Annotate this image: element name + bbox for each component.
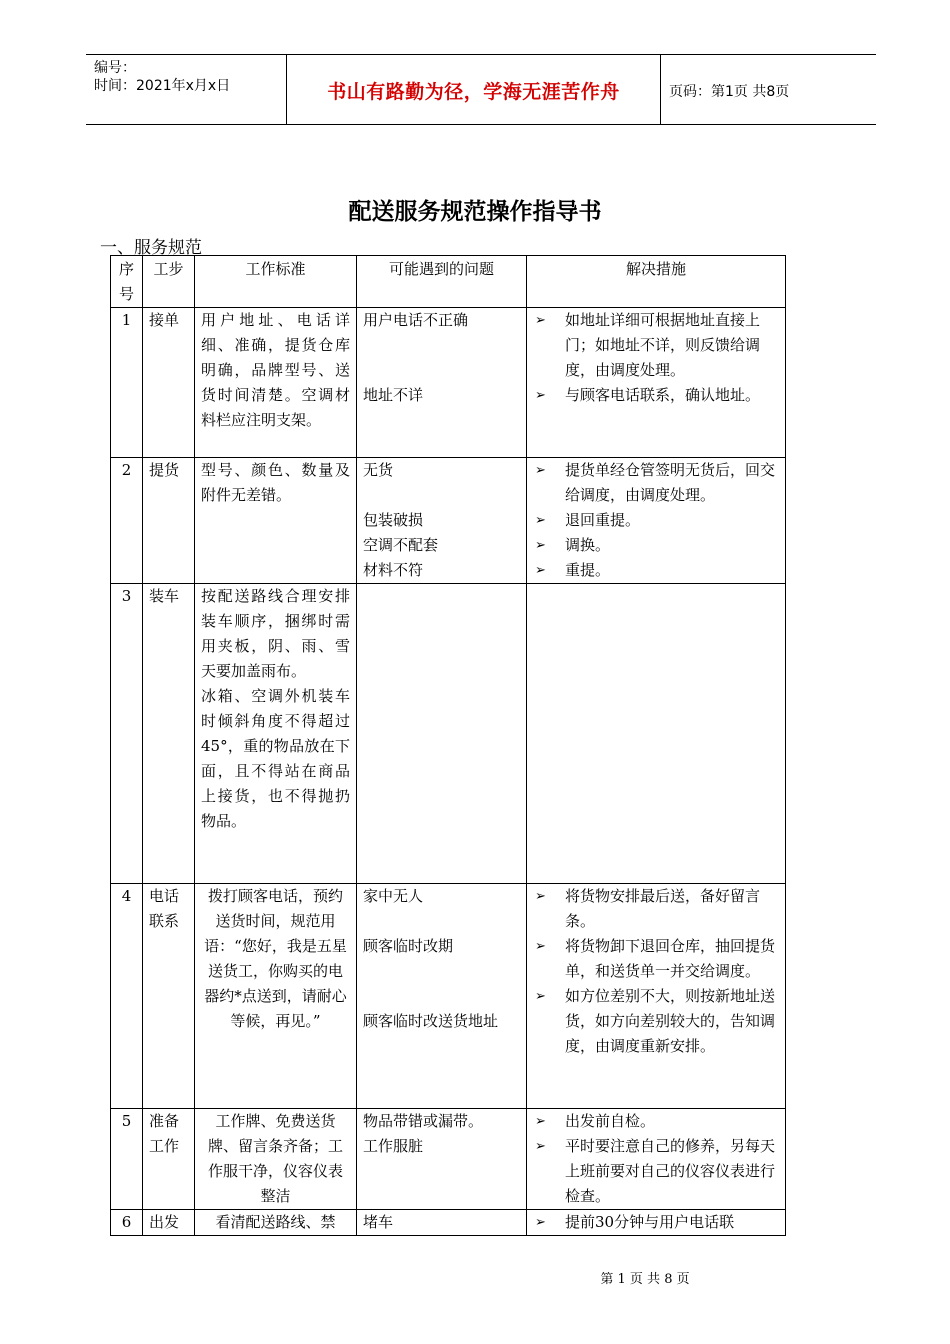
table-row — [111, 458, 786, 584]
header-meta — [94, 59, 230, 95]
row-standard — [195, 584, 357, 884]
measure-item: ➢ 出发前自检。 — [533, 1109, 779, 1134]
table-row — [111, 308, 786, 458]
measure-item: ➢ 与顾客电话联系，确认地址。 — [533, 383, 779, 408]
row-measures — [527, 458, 786, 584]
problem-item: 无货 — [363, 461, 394, 479]
measure-item: ➢ 将货物安排最后送，备好留言条。 — [533, 884, 779, 934]
row-step: 电话联系 — [143, 884, 195, 1109]
measure-item: ➢ 平时要注意自己的修养，另每天上班前要对自己的仪容仪表进行检查。 — [533, 1134, 779, 1209]
row-no: 2 — [111, 458, 143, 584]
row-problems — [357, 308, 527, 458]
col-header-problems: 可能遇到的问题 — [357, 256, 527, 308]
problem-item: 顾客临时改期 — [363, 937, 454, 955]
measure-item: ➢ 退回重提。 — [533, 508, 779, 533]
row-no: 4 — [111, 884, 143, 1109]
row-measures — [527, 308, 786, 458]
arrow-bullet-icon: ➢ — [535, 563, 546, 578]
problem-item: 物品带错或漏带。 — [363, 1112, 484, 1130]
header-motto: 书山有路勤为径，学海无涯苦作舟 — [327, 81, 620, 103]
header-page-info: 页码：第1页 共8页 — [669, 84, 790, 100]
row-standard: 型号、颜色、数量及附件无差错。 — [195, 458, 357, 584]
page-header — [86, 54, 876, 125]
row-step: 准备工作 — [143, 1109, 195, 1210]
problem-item: 地址不详 — [363, 386, 424, 404]
row-no: 3 — [111, 584, 143, 884]
col-header-step: 工步 — [143, 256, 195, 308]
col-header-measures: 解决措施 — [527, 256, 786, 308]
row-step: 接单 — [143, 308, 195, 458]
arrow-bullet-icon: ➢ — [535, 939, 546, 954]
col-header-standard: 工作标准 — [195, 256, 357, 308]
service-spec-table — [110, 255, 786, 1236]
problem-item: 家中无人 — [363, 887, 424, 905]
document-number-label: 编号： — [94, 60, 136, 76]
arrow-bullet-icon: ➢ — [535, 1139, 546, 1154]
row-standard: 工作牌、免费送货牌、留言条齐备；工作服干净，仪容仪表整洁 — [195, 1109, 357, 1210]
row-step: 提货 — [143, 458, 195, 584]
row-step: 装车 — [143, 584, 195, 884]
measure-item: ➢ 将货物卸下退回仓库，抽回提货单，和送货单一并交给调度。 — [533, 934, 779, 984]
arrow-bullet-icon: ➢ — [535, 889, 546, 904]
document-time-label: 时间：2021年x月x日 — [94, 78, 231, 94]
arrow-bullet-icon: ➢ — [535, 388, 546, 403]
col-header-no: 序号 — [111, 256, 143, 308]
problem-item: 工作服脏 — [363, 1137, 424, 1155]
measure-item: ➢ 如地址详细可根据地址直接上门；如地址不详，则反馈给调度，由调度处理。 — [533, 308, 779, 383]
row-problems — [357, 458, 527, 584]
measure-item: ➢ 提前30分钟与用户电话联 — [533, 1210, 779, 1235]
problem-item: 空调不配套 — [363, 536, 439, 554]
row-no: 5 — [111, 1109, 143, 1210]
row-no: 1 — [111, 308, 143, 458]
arrow-bullet-icon: ➢ — [535, 1215, 546, 1230]
row-measures — [527, 884, 786, 1109]
row-standard: 看清配送路线、禁 — [195, 1210, 357, 1236]
standard-paragraph: 按配送路线合理安排装车顺序，捆绑时需用夹板，阴、雨、雪天要加盖雨布。 — [201, 587, 350, 680]
row-standard: 用户地址、电话详细、准确，提货仓库明确，品牌型号、送货时间清楚。空调材料栏应注明支架。 — [195, 308, 357, 458]
row-problems — [357, 1109, 527, 1210]
measure-item: ➢ 重提。 — [533, 558, 779, 583]
problem-item: 顾客临时改送货地址 — [363, 1012, 499, 1030]
measure-item: ➢ 调换。 — [533, 533, 779, 558]
arrow-bullet-icon: ➢ — [535, 313, 546, 328]
problem-item: 包装破损 — [363, 511, 424, 529]
arrow-bullet-icon: ➢ — [535, 538, 546, 553]
row-problems — [357, 1210, 527, 1236]
page-footer: 第 1 页 共 8 页 — [600, 1272, 690, 1287]
arrow-bullet-icon: ➢ — [535, 513, 546, 528]
row-measures — [527, 1210, 786, 1236]
arrow-bullet-icon: ➢ — [535, 1114, 546, 1129]
arrow-bullet-icon: ➢ — [535, 463, 546, 478]
problem-item: 堵车 — [363, 1213, 394, 1231]
table-row — [111, 884, 786, 1109]
problem-item: 用户电话不正确 — [363, 311, 469, 329]
row-problems — [357, 584, 527, 884]
header-divider — [660, 55, 661, 124]
row-no: 6 — [111, 1210, 143, 1236]
row-step: 出发 — [143, 1210, 195, 1236]
document-title: 配送服务规范操作指导书 — [348, 199, 602, 225]
table-row — [111, 1109, 786, 1210]
standard-paragraph: 冰箱、空调外机装车时倾斜角度不得超过45°，重的物品放在下面，且不得站在商品上接货，也不得抛扔物品。 — [201, 687, 350, 830]
table-row — [111, 584, 786, 884]
table-row — [111, 1210, 786, 1236]
measure-item: ➢ 如方位差别不大，则按新地址送货，如方向差别较大的，告知调度，由调度重新安排。 — [533, 984, 779, 1059]
section-heading: 一、服务规范 — [100, 238, 202, 258]
measure-item: ➢ 提货单经仓管签明无货后，回交给调度，由调度处理。 — [533, 458, 779, 508]
row-problems — [357, 884, 527, 1109]
row-standard: 拨打顾客电话，预约送货时间，规范用语：“您好，我是五星送货工，你购买的电器约*点送到，请耐心等候，再见。” — [195, 884, 357, 1109]
table-header-row — [111, 256, 786, 308]
row-measures — [527, 1109, 786, 1210]
arrow-bullet-icon: ➢ — [535, 989, 546, 1004]
row-measures — [527, 584, 786, 884]
problem-item: 材料不符 — [363, 561, 424, 579]
